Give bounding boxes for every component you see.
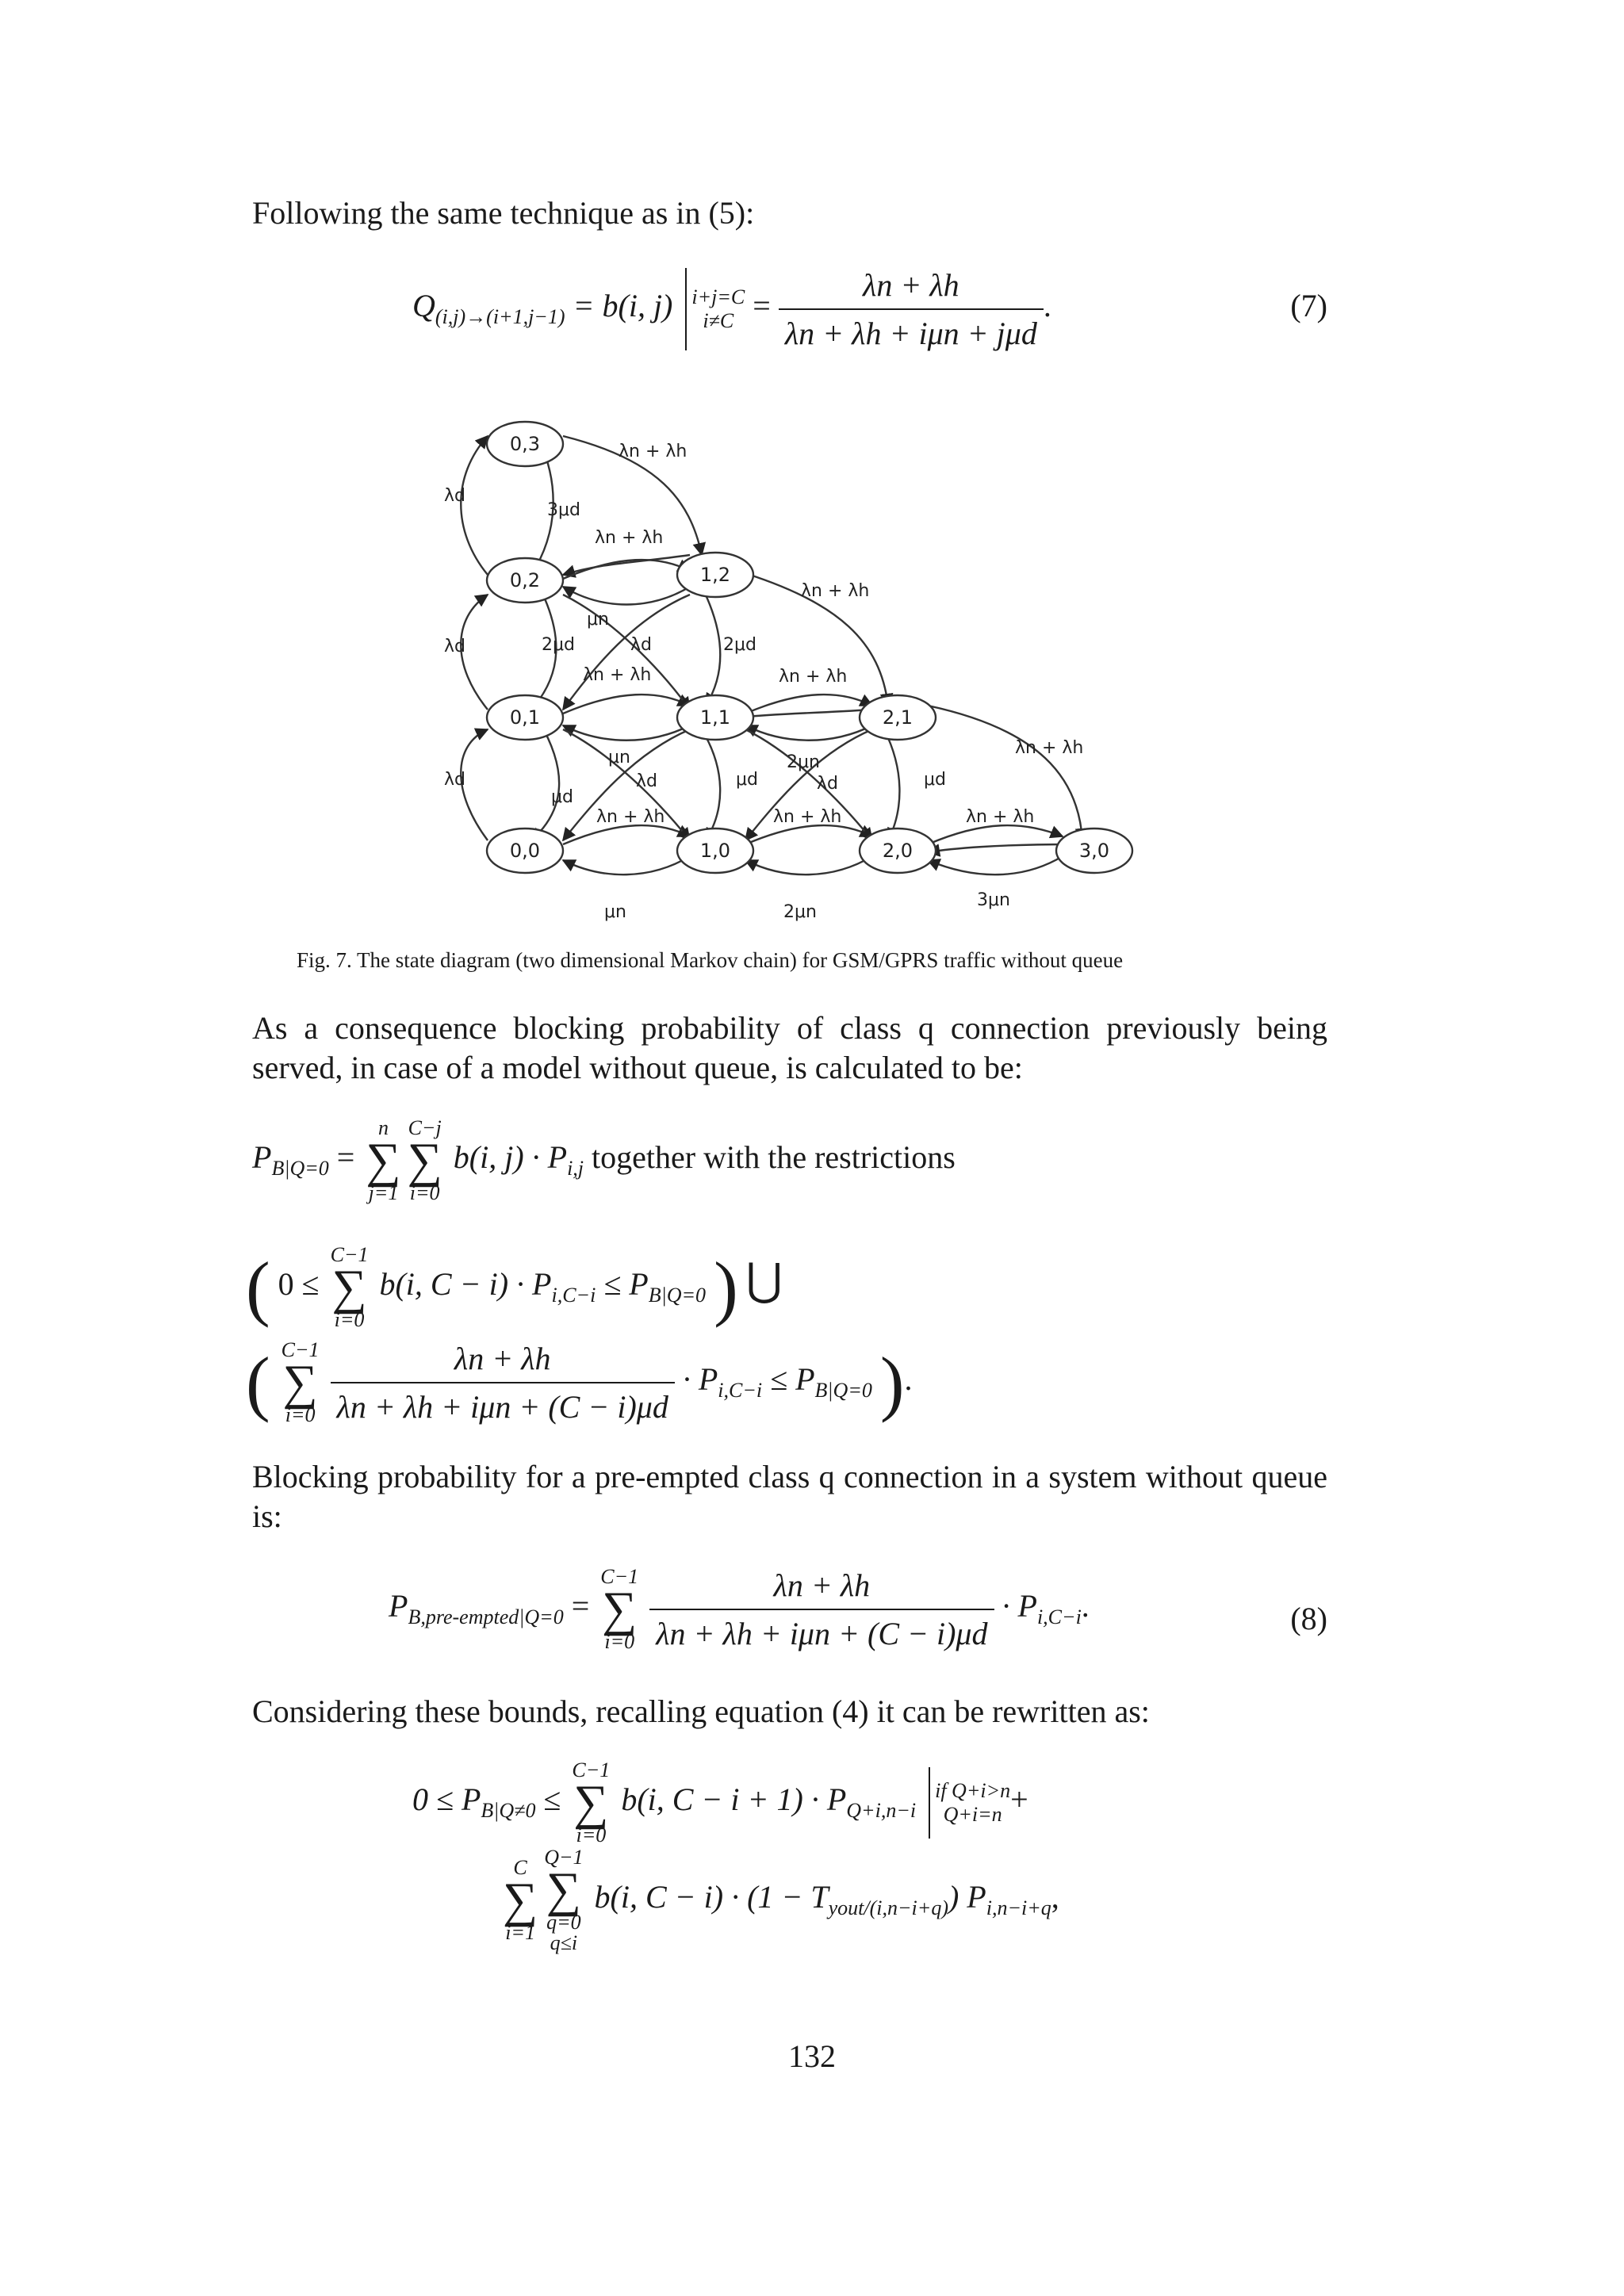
eq9b-end: , — [1051, 1879, 1059, 1915]
eq9a-lhs: 0 ≤ P — [412, 1781, 481, 1818]
eqR1-open: 0 ≤ — [278, 1266, 320, 1303]
state-label-01: 0,1 — [509, 706, 541, 729]
eq9b-body: b(i, C − i) · (1 − T — [594, 1879, 829, 1915]
edge-label: 3μn — [977, 890, 1010, 910]
markov-state-diagram — [428, 412, 1158, 936]
edge-label: λn + λh — [596, 807, 665, 827]
eq7-numerator: λn + λh — [779, 266, 1044, 310]
equation-bounds-line-2 — [500, 1847, 1059, 1954]
edge-label: μn — [604, 902, 626, 922]
eq9a-plus: + — [1010, 1781, 1028, 1818]
sum-symbol: C−1 ∑ i=0 — [600, 1565, 639, 1653]
eqR2-le-sub: B|Q=0 — [814, 1379, 872, 1402]
eq9a-body-sub: Q+i,n−i — [846, 1799, 917, 1823]
edge-label: μn — [608, 748, 630, 767]
eqR1-body-sub: i,C−i — [551, 1284, 596, 1307]
state-label-00: 0,0 — [509, 840, 541, 862]
equation-8-number: (8) — [1290, 1601, 1327, 1636]
eq7-lhs-sub: (i,j)→(i+1,j−1) — [435, 305, 565, 329]
eq8-lhs-sub: B,pre-empted|Q=0 — [408, 1605, 564, 1629]
sum-top: C−1 — [572, 1758, 611, 1781]
sum-top: C−1 — [281, 1338, 320, 1361]
edge-label: 3μd — [547, 500, 580, 520]
sum-top: C−1 — [600, 1565, 639, 1588]
eqR2-body: · P — [682, 1361, 718, 1398]
edge-label: λn + λh — [1015, 738, 1084, 758]
eq7-end: . — [1043, 288, 1051, 324]
sum-bottom: i=0 — [604, 1630, 635, 1653]
eq7-eval-bar — [685, 268, 687, 350]
equation-7 — [412, 266, 1051, 352]
equation-7-number: (7) — [1290, 288, 1327, 323]
sum-symbol: C−1 ∑ i=0 — [330, 1243, 369, 1331]
state-nodes — [487, 422, 1132, 873]
eqR1-le-sub: B|Q=0 — [648, 1284, 707, 1307]
edge-label: λn + λh — [773, 807, 842, 827]
edge-label: λn + λh — [619, 442, 688, 461]
union-symbol: ⋃ — [745, 1256, 783, 1306]
eq7-lhs: Q — [412, 288, 435, 324]
edge-label: μn — [587, 610, 609, 629]
sum-bottom: i=0 — [285, 1403, 316, 1426]
edge-label: λd — [636, 771, 657, 791]
state-label-10: 1,0 — [699, 840, 731, 862]
sum-top: C−1 — [330, 1243, 369, 1266]
edge-label: λd — [817, 774, 838, 794]
state-label-20: 2,0 — [882, 840, 914, 862]
eqR2-end: . — [904, 1361, 913, 1398]
edge-label: 2μd — [723, 635, 756, 655]
intro-paragraph: Following the same technique as in (5): — [252, 195, 755, 231]
edge-label: λd — [444, 637, 465, 656]
eq9a-lhs-sub: B|Q≠0 — [481, 1799, 536, 1823]
state-label-21: 2,1 — [882, 706, 914, 729]
edge-label: λn + λh — [801, 581, 870, 601]
equation-blocking-sum: $P_{B|Q=0}$ = n ∑ j=1 C−j ∑ i=0 b(i, $j) \cdot P_{i,j}$ together with the restrictions — [252, 1116, 956, 1204]
eq9b-close: ) P — [948, 1879, 986, 1915]
eq7-equals: = — [753, 288, 771, 324]
sum-top: Q−1 — [544, 1846, 584, 1869]
edge-label: 2μd — [542, 635, 575, 655]
sum-bottom: i=0 — [576, 1823, 607, 1846]
arrow-30-20 — [928, 844, 1071, 852]
eq9b-close-sub: i,n−i+q — [986, 1896, 1051, 1920]
eq9a-body: b(i, C − i + 1) · P — [621, 1781, 847, 1818]
edge-label: μd — [551, 787, 573, 807]
sum-symbol: n ∑ j=1 — [366, 1116, 401, 1204]
eq9a-cond-bot: Q+i=n — [943, 1803, 1002, 1826]
state-label-12: 1,2 — [699, 564, 731, 586]
edge-label: λd — [630, 635, 652, 655]
paragraph-bounds: Considering these bounds, recalling equation (4) it can be rewritten as: — [252, 1693, 1150, 1729]
equation-restriction-1: ( 0 ≤ C−1 ∑ i=0 b(i, $C - i) \cdot P_{i,C-i} \le P_{B|Q=0}$ ) ⋃ — [246, 1243, 783, 1331]
eq7-denominator: λn + λh + iμn + jμd — [784, 316, 1037, 351]
edge-label: 2μn — [783, 902, 817, 922]
eq7-cond-bot: i≠C — [703, 309, 734, 332]
eqP-lhs-sub: B|Q=0 — [271, 1157, 329, 1181]
arrow-00-10 — [563, 825, 690, 844]
edge-label: λd — [444, 770, 465, 790]
sum-symbol: Q−1 ∑ q=0 q≤i — [544, 1846, 584, 1954]
page-number: 132 — [788, 2038, 836, 2074]
arrow-21-11 — [737, 710, 872, 718]
eq8-body: · P — [1002, 1588, 1037, 1624]
sum-bottom: i=0 — [334, 1308, 365, 1331]
edge-label: μd — [924, 770, 946, 790]
eq8-end: . — [1081, 1588, 1090, 1624]
sum-symbol: C−1 ∑ i=0 — [572, 1758, 611, 1846]
eq8-body-sub: i,C−i — [1036, 1605, 1082, 1629]
eqR1-le: ≤ P — [603, 1266, 649, 1303]
state-label-02: 0,2 — [509, 569, 541, 591]
sum-bottom: i=0 — [409, 1181, 440, 1204]
edge-label: λn + λh — [583, 665, 652, 685]
sum-top: C−j — [408, 1116, 442, 1139]
eq9a-cond-top: if Q+i>n — [935, 1779, 1011, 1802]
arrow-30-20b — [928, 856, 1063, 874]
arrow-12-01 — [563, 595, 690, 710]
sum-bottom: j=1 — [368, 1181, 399, 1204]
eqR2-body-sub: i,C−i — [718, 1379, 763, 1402]
eq9a-le: ≤ — [543, 1781, 561, 1818]
figure-caption: Fig. 7. The state diagram (two dimensional Markov chain) for GSM/GPRS traffic without queue — [297, 948, 1124, 972]
edge-label: λd — [444, 486, 465, 506]
eqP-tail: together with the restrictions — [592, 1139, 956, 1176]
arrow-21-20 — [884, 729, 899, 840]
arrow-20-10 — [745, 856, 872, 874]
sum-top: n — [377, 1116, 389, 1139]
equation-restriction-2: ( C−1 ∑ i=0 $\frac{\lambda n + \lambda h}{\text{λn + λh + iμn + (C − i)μd}}$ · $P_{i,C-i} \le P_{B|Q=0}$ ). — [246, 1338, 913, 1426]
eq7-condition — [691, 285, 745, 333]
state-label-30: 3,0 — [1078, 840, 1110, 862]
eq9a-condition — [935, 1779, 1010, 1827]
sum-symbol: C ∑ i=1 — [503, 1856, 538, 1944]
arrow-11-10 — [702, 729, 720, 840]
eq9b-body-sub: yout/(i,n−i+q) — [828, 1896, 948, 1920]
eq8-equals: = — [571, 1588, 590, 1624]
eqP-body-sub: i,j — [567, 1157, 584, 1181]
arrow-10-20 — [745, 825, 872, 844]
eqP-lhs: P — [252, 1139, 272, 1176]
paragraph-consequence: As a consequence blocking probability of class q connection previously being served, in case of a model without queue, is calculated to be: — [252, 1010, 1327, 1085]
equation-bounds-line-1 — [412, 1760, 1028, 1846]
edge-label: μd — [736, 770, 758, 790]
edge-label: λn + λh — [779, 667, 848, 687]
eq7-fraction — [779, 266, 1044, 352]
arrow-20-30 — [928, 825, 1063, 844]
eq7-mid: = b(i, j) — [573, 288, 673, 324]
edge-label: 2μn — [787, 752, 820, 772]
edge-label: λn + λh — [966, 807, 1035, 827]
arrow-12-11 — [702, 587, 720, 706]
arrow-10-00 — [563, 856, 690, 874]
eqR1-body: b(i, C − i) · P — [379, 1266, 552, 1303]
arrow-02-11 — [563, 595, 690, 710]
eqR2-le: ≤ P — [770, 1361, 815, 1398]
eq7-cond-top: i+j=C — [691, 285, 745, 308]
paragraph-preempted: Blocking probability for a pre-empted class q connection in a system without queue is: — [252, 1459, 1327, 1534]
sum-top: C — [513, 1856, 527, 1879]
sum-bottom: q=0 — [546, 1911, 581, 1934]
eqR2-denominator: λn + λh + iμn + (C − i)μd — [336, 1389, 668, 1425]
eqR2-numerator: λn + λh — [331, 1340, 675, 1383]
sum-symbol: C−1 ∑ i=0 — [281, 1338, 320, 1426]
arrow-01-11 — [563, 695, 690, 714]
state-label-11: 1,1 — [699, 706, 731, 729]
sum-bottom-2: q≤i — [550, 1931, 578, 1954]
arrow-12-02b — [563, 587, 690, 605]
sum-bottom: i=1 — [505, 1921, 535, 1944]
eqP-body: b(i, j) · P — [453, 1139, 568, 1176]
state-label-03: 0,3 — [509, 433, 541, 455]
eq9a-eval-bar — [929, 1767, 930, 1839]
eq8-fraction — [649, 1567, 994, 1652]
sum-symbol: C−j ∑ i=0 — [407, 1116, 442, 1204]
edge-label: λn + λh — [595, 528, 664, 548]
eq8-numerator: λn + λh — [649, 1567, 994, 1610]
eqR2-fraction — [331, 1340, 675, 1425]
eq8-denominator: λn + λh + iμn + (C − i)μd — [656, 1616, 988, 1651]
equation-8 — [389, 1567, 1090, 1652]
eq8-lhs: P — [389, 1588, 408, 1624]
